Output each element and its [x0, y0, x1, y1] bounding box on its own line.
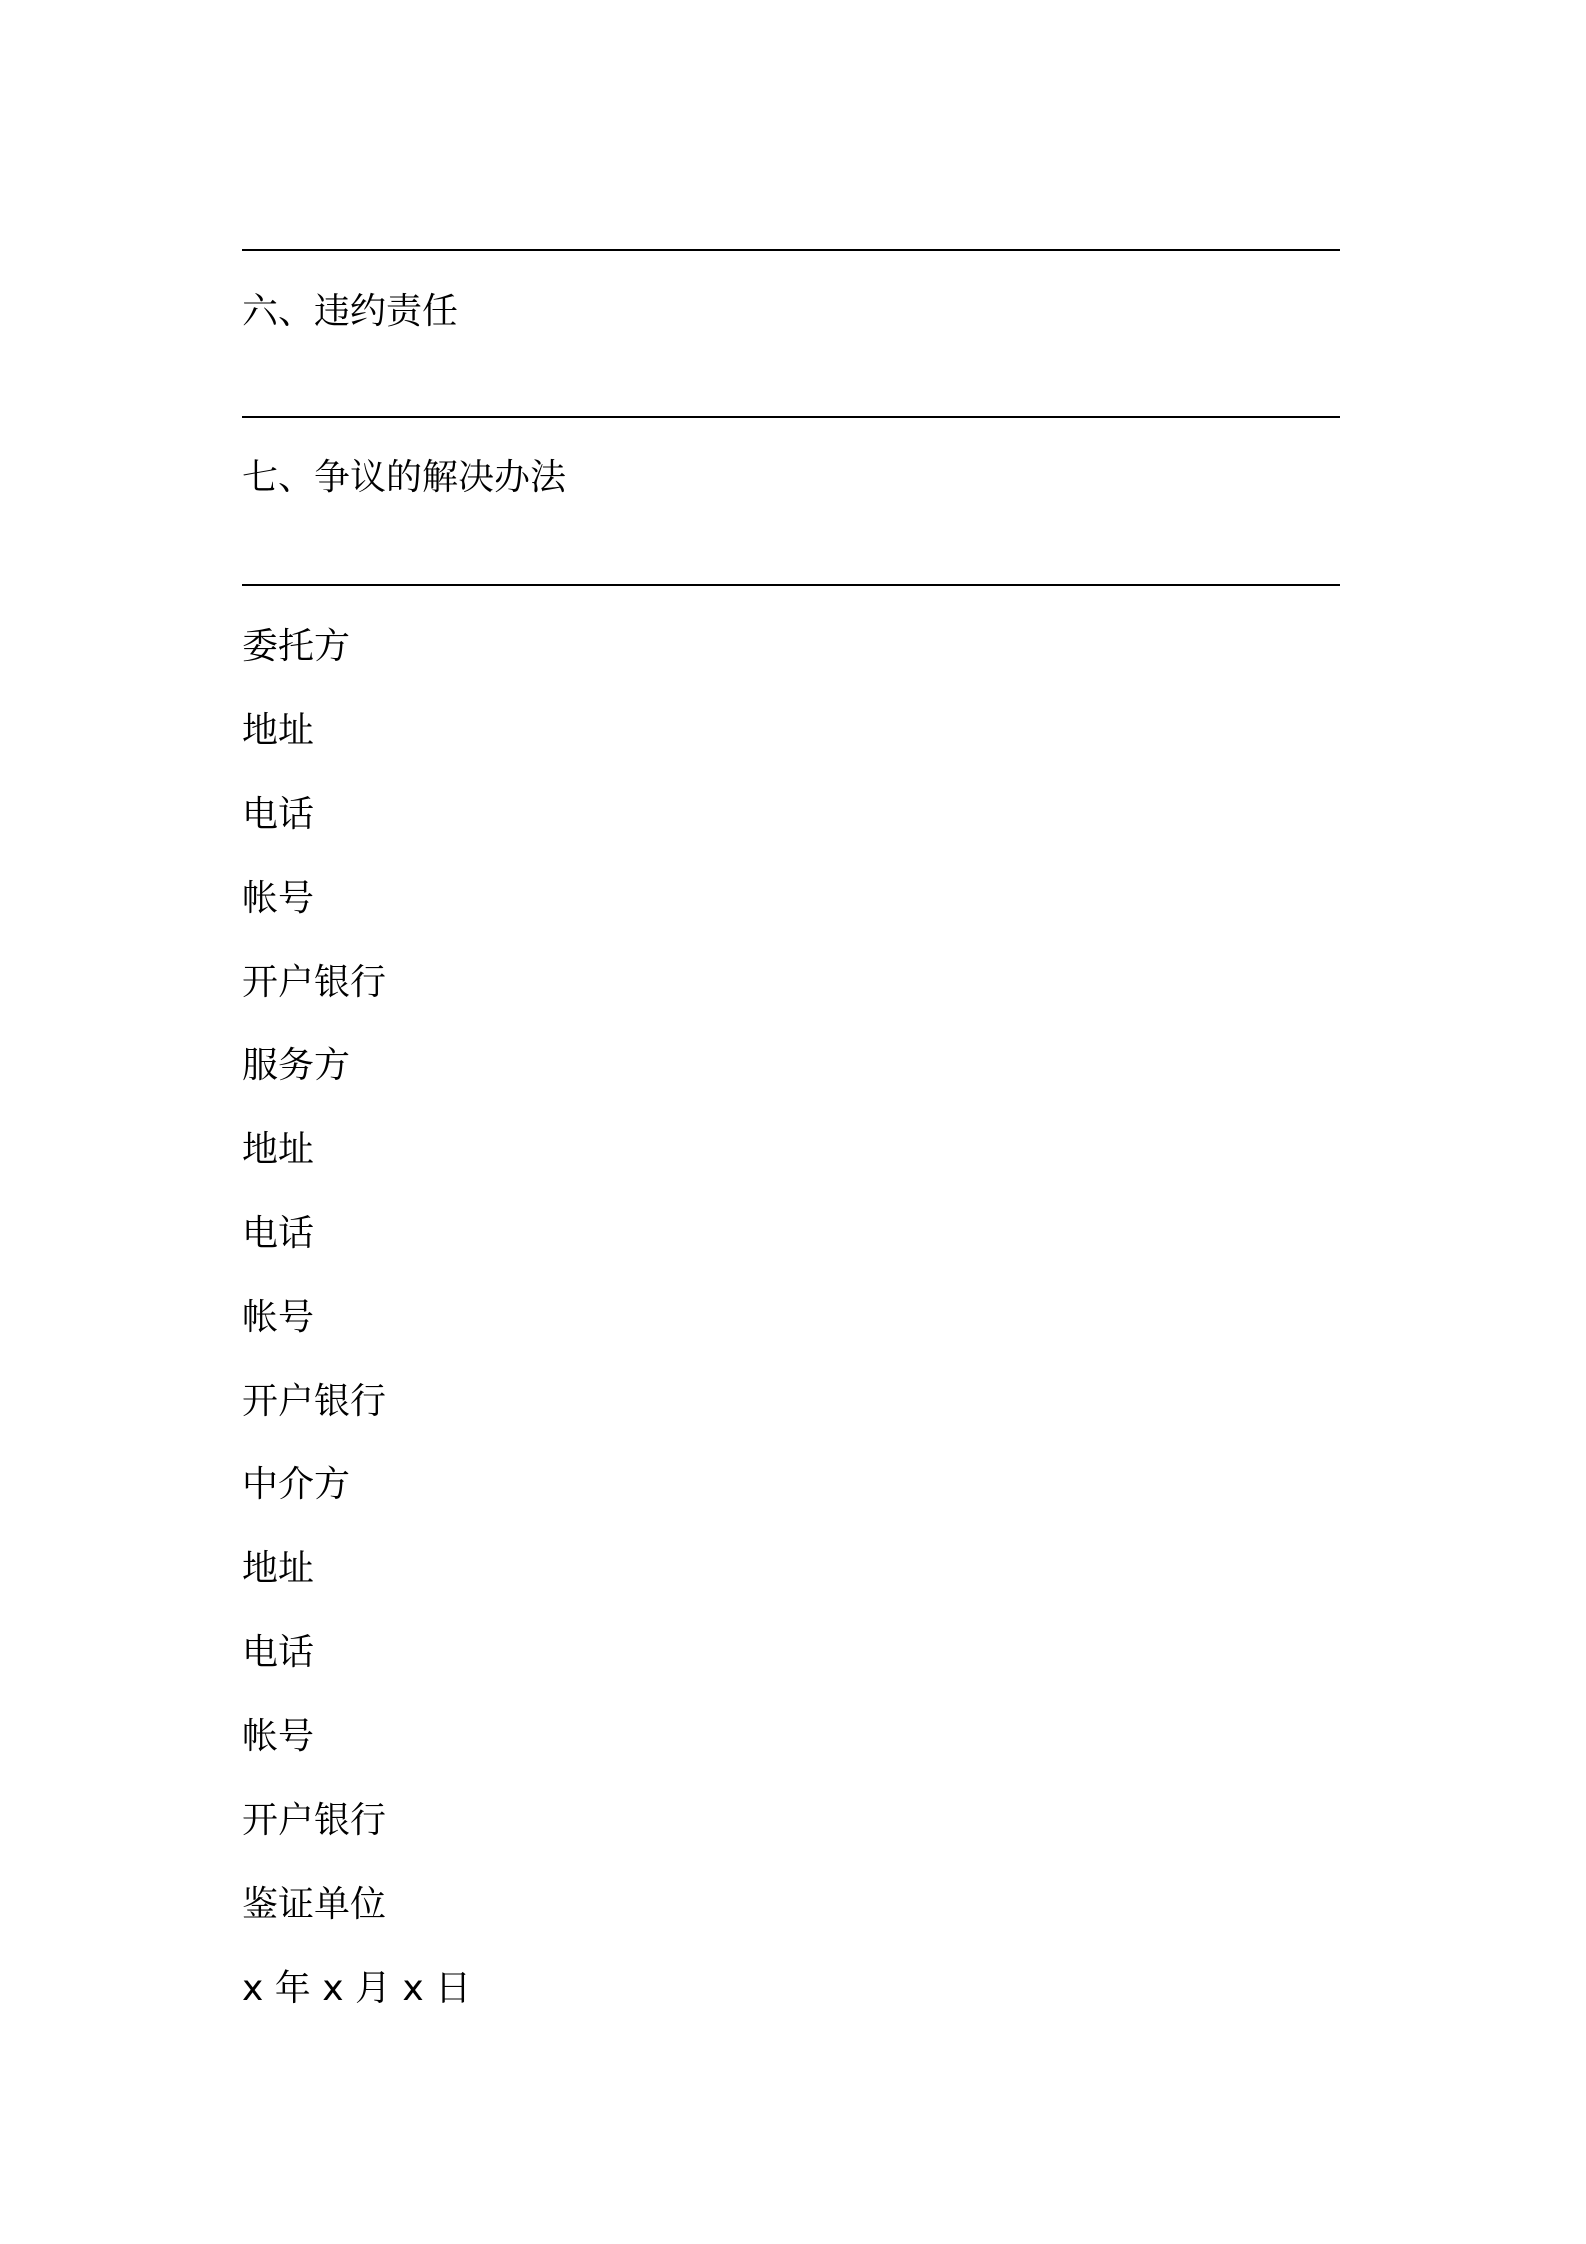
party-1-role: 委托方 — [242, 626, 351, 667]
party-3-address-label: 地址 — [242, 1548, 315, 1589]
party-1-phone-label: 电话 — [242, 794, 315, 835]
signing-date: x 年 x 月 x 日 — [242, 1968, 472, 2009]
party-2-role: 服务方 — [242, 1045, 351, 1086]
party-2-account-label: 帐号 — [242, 1297, 315, 1338]
party-1-account-label: 帐号 — [242, 878, 315, 919]
section-heading-dispute-resolution: 七、争议的解决办法 — [242, 457, 567, 498]
fill-in-line — [242, 249, 1340, 251]
fill-in-line — [242, 416, 1340, 418]
fill-in-line — [242, 584, 1340, 586]
party-3-account-label: 帐号 — [242, 1716, 315, 1757]
party-2-address-label: 地址 — [242, 1129, 315, 1170]
party-3-phone-label: 电话 — [242, 1632, 315, 1673]
party-2-phone-label: 电话 — [242, 1213, 315, 1254]
party-3-role: 中介方 — [242, 1464, 351, 1505]
party-2-bank-label: 开户银行 — [242, 1381, 387, 1422]
attestation-label: 鉴证单位 — [242, 1884, 387, 1925]
party-1-bank-label: 开户银行 — [242, 962, 387, 1003]
party-3-bank-label: 开户银行 — [242, 1800, 387, 1841]
section-heading-breach-liability: 六、违约责任 — [242, 291, 459, 332]
party-1-address-label: 地址 — [242, 710, 315, 751]
